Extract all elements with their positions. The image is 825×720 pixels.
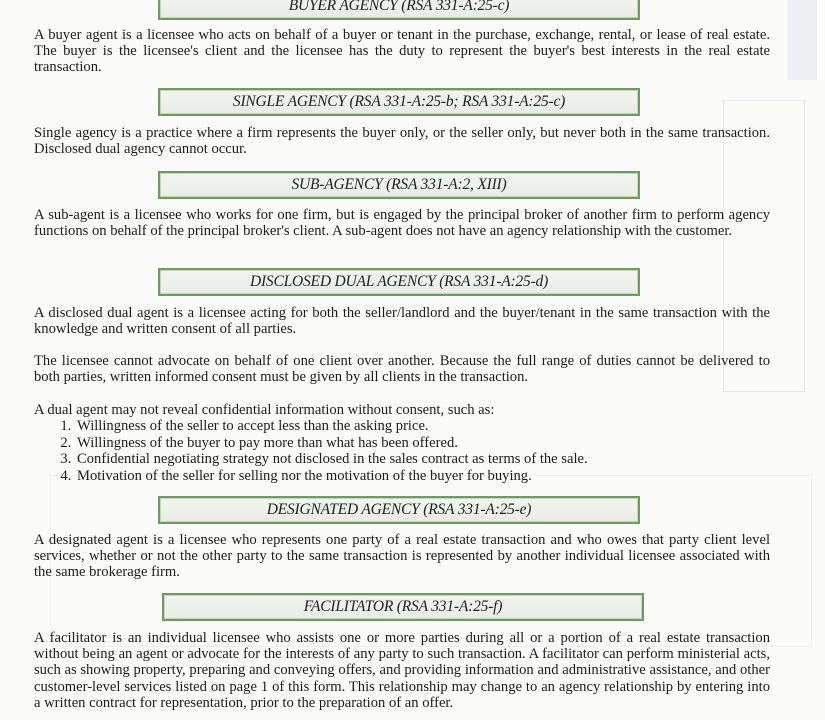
dual-agency-text-2: The licensee cannot advocate on behalf of one client over another. Because the full range of duties cannot be delivered to both parties, written informed consent must be given by all clients in the transaction. <box>34 353 770 386</box>
list-item: 1. Willingness of the seller to accept less than the asking price. <box>75 418 795 435</box>
list-item: 4. Motivation of the seller for selling nor the motivation of the buyer for buying. <box>75 468 795 485</box>
sub-agency-text: A sub-agent is a licensee who works for one firm, but is engaged by the principal broker of another firm to perform agency functions on behalf of the principal broker's client. A sub-agent does not have an agency relationship with the customer. <box>34 207 770 240</box>
list-item: 2. Willingness of the buyer to pay more than what has been offered. <box>75 435 795 452</box>
facilitator-text: A facilitator is an individual licensee who assists one or more parties during all or a portion of a real estate transaction without being an agent or advocate for the interests of any party to such transaction. A facilitator can perform ministerial acts, such as showing property, preparing and conveying offers, and providing information and administrative assistance, and other customer-level services listed on page 1 of this form. This relationship may change to an agency relationship by entering into a written contract for representation, prior to the preparation of an offer. <box>34 630 770 711</box>
designated-agency-text: A designated agent is a licensee who represents one party of a real estate transaction and who owes that party client level services, whether or not the other party to the same transaction is represented by another individual licensee associated with the same brokerage firm. <box>34 532 770 581</box>
section-header-single-agency: SINGLE AGENCY (RSA 331-A:25-b; RSA 331-A:25-c) <box>158 88 640 116</box>
dual-agency-list-intro: A dual agent may not reveal confidential information without consent, such as: <box>34 402 495 418</box>
section-header-designated-agency: DESIGNATED AGENCY (RSA 331-A:25-e) <box>158 496 640 524</box>
list-item: 3. Confidential negotiating strategy not disclosed in the sales contract as terms of the sale. <box>75 451 795 468</box>
single-agency-text: Single agency is a practice where a firm represents the buyer only, or the seller only, but never both in the same transaction. Disclosed dual agency cannot occur. <box>34 125 770 158</box>
section-header-sub-agency: SUB-AGENCY (RSA 331-A:2, XIII) <box>158 171 640 199</box>
dual-agency-text-1: A disclosed dual agent is a licensee acting for both the seller/landlord and the buyer/tenant in the same transaction with the knowledge and written consent of all parties. <box>34 305 770 338</box>
section-header-dual-agency: DISCLOSED DUAL AGENCY (RSA 331-A:25-d) <box>158 268 640 296</box>
section-header-buyer-agency: BUYER AGENCY (RSA 331-A:25-c) <box>158 0 640 20</box>
confidential-info-list <box>55 418 795 484</box>
buyer-agency-text: A buyer agent is a licensee who acts on behalf of a buyer or tenant in the purchase, exchange, rental, or lease of real estate. The buyer is the licensee's client and the licensee has the duty to represent the buyer's best interests in the real estate transaction. <box>34 27 770 76</box>
section-header-facilitator: FACILITATOR (RSA 331-A:25-f) <box>162 593 644 621</box>
bleed-through-shadow <box>787 0 817 80</box>
